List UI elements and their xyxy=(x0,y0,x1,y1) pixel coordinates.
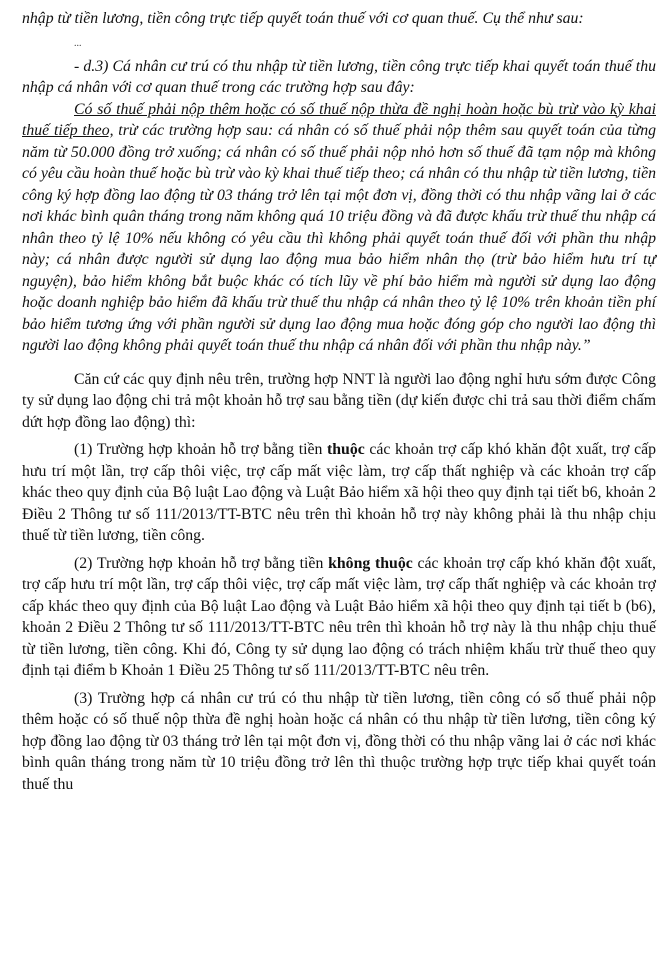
case2-keyword: không thuộc xyxy=(328,554,413,572)
intro-paragraph: nhập từ tiền lương, tiền công trực tiếp quyết toán thuế với cơ quan thuế. Cụ thể như sau: xyxy=(22,10,584,27)
case1-paragraph xyxy=(22,439,656,547)
case2-pre: (2) Trường hợp khoản hỗ trợ bằng tiền xyxy=(74,554,329,572)
quote-body-text: trừ các trường hợp sau: cá nhân có số thuế phải nộp thêm sau quyết toán của từng năm từ 50.000 đồng trở xuống; cá nhân có số thuế phải nộp nhỏ hơn số thuế đã tạm nộp mà không có yêu cầu hoàn thuế hoặc bù trừ vào kỳ khai thuế tiếp theo; cá nhân có thu nhập từ tiền lương, tiền công ký hợp đồng lao động từ 03 tháng trở lên tại một đơn vị, đồng thời có thu nhập vãng lai ở các nơi khác bình quân tháng trong năm không quá 10 triệu đồng và đã được khấu trừ thuế thu nhập cá nhân theo tỷ lệ 10% nếu không có yêu cầu thì không phải quyết toán thuế đối với phần thu nhập này; cá nhân được người sử dụng lao động mua bảo hiểm nhân thọ (trừ bảo hiểm hưu trí tự nguyện), bảo hiểm không bắt buộc khác có tích lũy về phí bảo hiểm mà người sử dụng lao động hoặc doanh nghiệp bảo hiểm đã khấu trừ thuế thu nhập cá nhân theo tỷ lệ 10% trên khoản tiền phí bảo hiểm tương ứng với phần người sử dụng lao động mua hoặc đóng góp cho người lao động thì người lao động không phải quyết toán thuế thu nhập cá nhân đối với phần thu nhập này.” xyxy=(22,122,656,354)
quote-heading: - d.3) Cá nhân cư trú có thu nhập từ tiền lương, tiền công trực tiếp khai quyết toán thuế thu nhập cá nhân với cơ quan thuế trong các trường hợp sau đây: xyxy=(22,57,656,96)
quote-body-paragraph xyxy=(22,99,656,357)
case1-pre: (1) Trường hợp khoản hỗ trợ bằng tiền xyxy=(74,441,327,458)
ellipsis-mark: ... xyxy=(74,37,82,49)
case1-post: các khoản trợ cấp khó khăn đột xuất, trợ cấp hưu trí một lần, trợ cấp thôi việc, trợ cấp mất việc làm, trợ cấp thất nghiệp và các khoản trợ cấp khác theo quy định của Bộ luật Lao động và Luật Bảo hiểm xã hội theo quy định tại tiết b6, khoản 2 Điều 2 Thông tư số 111/2013/TT-BTC nêu trên thì khoản hỗ trợ này không phải là thu nhập chịu thuế từ tiền lương, tiền công. xyxy=(22,441,656,544)
case2-paragraph xyxy=(22,553,656,682)
case1-keyword: thuộc xyxy=(326,441,365,458)
basis-paragraph: Căn cứ các quy định nêu trên, trường hợp NNT là người lao động nghỉ hưu sớm được Công ty sử dụng lao động chi trả một khoản hỗ trợ sau bằng tiền (dự kiến được chi trả sau thời điểm chấm dứt hợp đồng lao động) thì: xyxy=(22,370,656,431)
document-page xyxy=(22,8,656,795)
quote-underlined-clause: Có số thuế phải nộp thêm hoặc có số thuế nộp thừa đề nghị hoàn hoặc bù trừ vào kỳ khai thuế tiếp theo, xyxy=(22,100,656,139)
case3-paragraph: (3) Trường hợp cá nhân cư trú có thu nhập từ tiền lương, tiền công có số thuế phải nộp thêm hoặc có số thuế nộp thừa đề nghị hoàn hoặc cá nhân có thu nhập từ tiền lương, tiền công ký hợp đồng lao động từ 03 tháng trở lên tại một đơn vị, đồng thời có thu nhập vãng lai ở các nơi khác bình quân tháng trong năm từ 10 triệu đồng trở lên thì thuộc trường hợp trực tiếp khai quyết toán thuế thu xyxy=(22,689,656,793)
case2-post: các khoản trợ cấp khó khăn đột xuất, trợ cấp hưu trí một lần, trợ cấp thôi việc, trợ cấp mất việc làm, trợ cấp thất nghiệp và các khoản trợ cấp khác theo quy định của Bộ luật Lao động và Luật Bảo hiểm xã hội theo quy định tại tiết b (b6), khoản 2 Điều 2 Thông tư số 111/2013/TT-BTC nêu trên thì khoản hỗ trợ này là thu nhập chịu thuế từ tiền lương, tiền công. Khi đó, Công ty sử dụng lao động có trách nhiệm khấu trừ thuế theo quy định tại điểm b Khoản 1 Điều 25 Thông tư số 111/2013/TT-BTC nêu trên. xyxy=(22,554,656,679)
